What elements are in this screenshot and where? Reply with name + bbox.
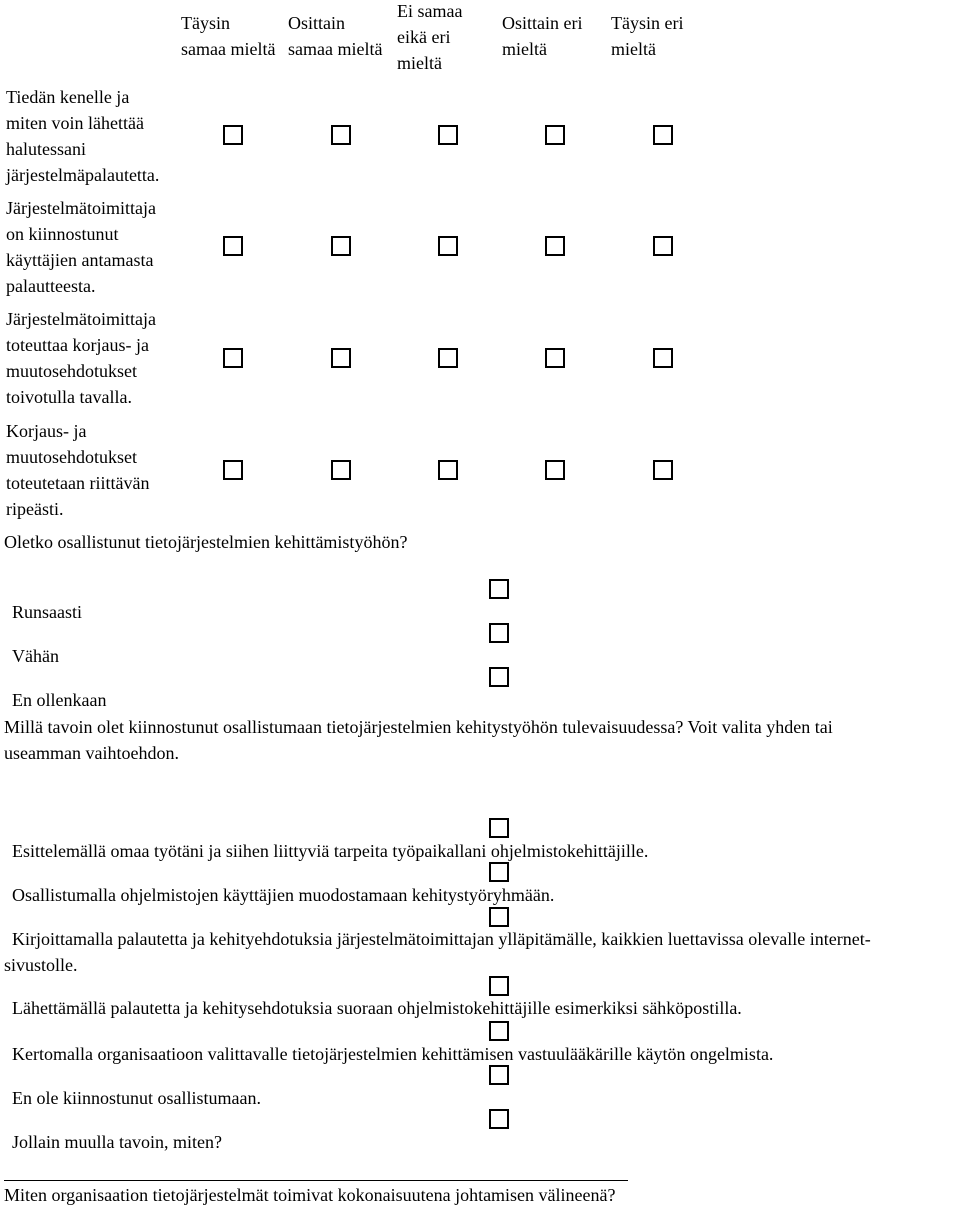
likert-header-text: Täysin [181,13,230,33]
statement-line: palautteesta. [6,276,96,296]
statement-line: Järjestelmätoimittaja [6,198,156,218]
likert-header-text: mieltä [397,53,442,73]
interest-option-dev-group: Osallistumalla ohjelmistojen käyttäjien muodostamaan kehitystyöryhmään. [12,885,555,905]
likert-checkbox-r2-c1[interactable] [223,236,243,256]
likert-header-text: samaa mieltä [181,39,276,59]
likert-header-5 [611,10,683,62]
likert-checkbox-r2-c4[interactable] [545,236,565,256]
interest-option-website-cont: sivustolle. [4,955,78,975]
statement-line: halutessani [6,139,86,159]
involvement-checkbox-little[interactable] [489,623,509,643]
likert-header-text: eikä eri [397,27,451,47]
likert-header-text: Täysin eri [611,13,684,33]
likert-checkbox-r4-c2[interactable] [331,460,351,480]
likert-statement-1 [6,84,206,188]
statement-line: miten voin lähettää [6,113,144,133]
interest-checkbox-email[interactable] [489,976,509,996]
statement-line: järjestelmäpalautetta. [6,165,160,185]
question-interest [4,714,954,766]
likert-checkbox-r1-c5[interactable] [653,125,673,145]
likert-checkbox-r3-c2[interactable] [331,348,351,368]
likert-header-text: Ei samaa [397,1,463,21]
likert-checkbox-r2-c3[interactable] [438,236,458,256]
likert-checkbox-r1-c3[interactable] [438,125,458,145]
statement-line: muutosehdotukset [6,361,137,381]
likert-header-3 [397,0,462,76]
interest-checkbox-website[interactable] [489,907,509,927]
question-involvement: Oletko osallistunut tietojärjestelmien kehittämistyöhön? [4,532,408,552]
interest-checkbox-not-interested[interactable] [489,1065,509,1085]
statement-line: toteutetaan riittävän [6,473,150,493]
likert-checkbox-r2-c2[interactable] [331,236,351,256]
statement-line: Korjaus- ja [6,421,87,441]
likert-header-1 [181,10,275,62]
question-interest-line: useamman vaihtoehdon. [4,743,179,763]
likert-checkbox-r3-c4[interactable] [545,348,565,368]
statement-line: on kiinnostunut [6,224,119,244]
likert-header-text: Osittain eri [502,13,583,33]
statement-line: toivotulla tavalla. [6,387,132,407]
interest-checkbox-dev-group[interactable] [489,862,509,882]
likert-statement-2 [6,195,206,299]
question-interest-line: Millä tavoin olet kiinnostunut osallistumaan tietojärjestelmien kehitystyöhön tulevaisuudessa? Voit valita yhden tai [4,717,833,737]
likert-header-text: samaa mieltä [288,39,383,59]
involvement-option-little: Vähän [12,646,59,666]
interest-option-physician: Kertomalla organisaatioon valittavalle tietojärjestelmien kehittämisen vastuulääkärille käytön ongelmista. [12,1044,774,1064]
likert-checkbox-r3-c3[interactable] [438,348,458,368]
likert-header-2 [288,10,382,62]
involvement-option-none: En ollenkaan [12,690,107,710]
likert-checkbox-r4-c4[interactable] [545,460,565,480]
likert-header-text: mieltä [502,39,547,59]
interest-option-other: Jollain muulla tavoin, miten? [12,1132,222,1152]
likert-checkbox-r1-c1[interactable] [223,125,243,145]
statement-line: ripeästi. [6,499,64,519]
interest-option-website: Kirjoittamalla palautetta ja kehityehdotuksia järjestelmätoimittajan ylläpitämälle, kaikkien luettavissa olevalle internet- [12,929,871,949]
statement-line: käyttäjien antamasta [6,250,154,270]
likert-header-text: Osittain [288,13,345,33]
likert-header-text: mieltä [611,39,656,59]
involvement-checkbox-none[interactable] [489,667,509,687]
statement-line: muutosehdotukset [6,447,137,467]
interest-option-not-interested: En ole kiinnostunut osallistumaan. [12,1088,261,1108]
question-organisation: Miten organisaation tietojärjestelmät toimivat kokonaisuutena johtamisen välineenä? [4,1185,616,1205]
involvement-checkbox-much[interactable] [489,579,509,599]
statement-line: toteuttaa korjaus- ja [6,335,149,355]
likert-checkbox-r4-c1[interactable] [223,460,243,480]
likert-checkbox-r3-c1[interactable] [223,348,243,368]
likert-checkbox-r2-c5[interactable] [653,236,673,256]
likert-header-4 [502,10,582,62]
involvement-option-much: Runsaasti [12,602,82,622]
statement-line: Tiedän kenelle ja [6,87,130,107]
interest-option-email: Lähettämällä palautetta ja kehitysehdotuksia suoraan ohjelmistokehittäjille esimerkiksi sähköpostilla. [12,998,742,1018]
likert-checkbox-r4-c5[interactable] [653,460,673,480]
answer-line[interactable] [4,1180,628,1181]
likert-checkbox-r1-c2[interactable] [331,125,351,145]
statement-line: Järjestelmätoimittaja [6,309,156,329]
likert-checkbox-r3-c5[interactable] [653,348,673,368]
interest-option-present-work: Esittelemällä omaa työtäni ja siihen liittyviä tarpeita työpaikallani ohjelmistokehittäjille. [12,841,649,861]
likert-checkbox-r4-c3[interactable] [438,460,458,480]
likert-checkbox-r1-c4[interactable] [545,125,565,145]
likert-statement-3 [6,306,206,410]
interest-checkbox-present-work[interactable] [489,818,509,838]
interest-checkbox-other[interactable] [489,1109,509,1129]
interest-checkbox-physician[interactable] [489,1021,509,1041]
likert-statement-4 [6,418,206,522]
